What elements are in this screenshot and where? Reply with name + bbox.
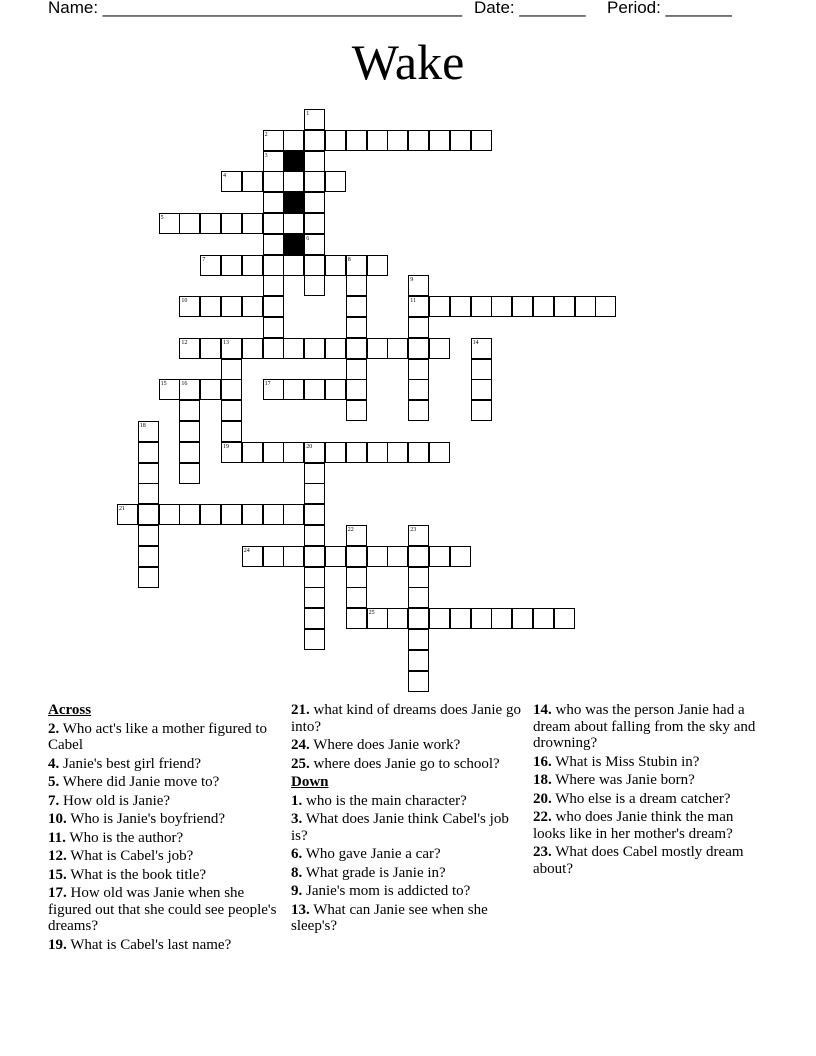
grid-cell[interactable] (367, 130, 388, 151)
grid-cell[interactable] (221, 359, 242, 380)
grid-cell[interactable] (346, 587, 367, 608)
grid-cell[interactable] (263, 255, 284, 276)
grid-cell[interactable] (408, 359, 429, 380)
grid-cell[interactable] (450, 546, 471, 567)
grid-cell[interactable] (304, 379, 325, 400)
grid-cell[interactable] (221, 379, 242, 400)
grid-cell[interactable] (200, 296, 221, 317)
grid-cell[interactable] (595, 296, 616, 317)
grid-cell[interactable] (471, 400, 492, 421)
grid-cell[interactable] (138, 442, 159, 463)
down-heading: Down (291, 774, 329, 790)
grid-cell[interactable] (283, 338, 304, 359)
grid-cell[interactable] (179, 463, 200, 484)
grid-cell[interactable] (429, 130, 450, 151)
grid-cell[interactable] (346, 296, 367, 317)
grid-cell[interactable] (325, 255, 346, 276)
grid-cell[interactable] (408, 650, 429, 671)
grid-cell[interactable] (221, 296, 242, 317)
black-cell (283, 234, 304, 255)
grid-cell[interactable] (408, 546, 429, 567)
grid-cell[interactable] (471, 379, 492, 400)
grid-cell[interactable] (304, 567, 325, 588)
grid-cell[interactable] (533, 608, 554, 629)
grid-cell[interactable] (325, 171, 346, 192)
clue-number-20: 20 (306, 443, 313, 450)
clue-number-12: 12 (181, 339, 188, 346)
grid-cell[interactable] (408, 379, 429, 400)
grid-cell[interactable] (263, 296, 284, 317)
grid-cell[interactable] (179, 400, 200, 421)
grid-cell[interactable] (429, 546, 450, 567)
clue-number-15: 15 (160, 381, 167, 388)
grid-cell[interactable] (283, 504, 304, 525)
clue-number-3: 3 (264, 152, 268, 159)
grid-cell[interactable] (283, 130, 304, 151)
clue-down-9: 9. Janie's mom is addicted to? (291, 883, 471, 899)
grid-cell[interactable] (304, 255, 325, 276)
grid-cell[interactable] (304, 151, 325, 172)
grid-cell[interactable] (138, 463, 159, 484)
clue-number-19: 19 (223, 443, 229, 450)
grid-cell[interactable] (179, 213, 200, 234)
grid-cell[interactable] (304, 338, 325, 359)
clue-across-10: 10. Who is Janie's boyfriend? (48, 811, 225, 827)
grid-cell[interactable] (450, 130, 471, 151)
clue-down-6: 6. Who gave Janie a car? (291, 846, 441, 862)
clue-across-5: 5. Where did Janie move to? (48, 774, 220, 790)
name-field-label: Name: ______________________________________ (48, 0, 463, 17)
grid-cell[interactable] (387, 546, 408, 567)
grid-cell[interactable] (221, 400, 242, 421)
grid-cell[interactable] (138, 567, 159, 588)
clue-down-8: 8. What grade is Janie in? (291, 864, 446, 881)
grid-cell[interactable] (346, 317, 367, 338)
clue-down-20: 20. Who else is a dream catcher? (533, 790, 731, 807)
clue-down-1: 1. who is the main character? (291, 792, 467, 809)
grid-cell[interactable] (429, 338, 450, 359)
grid-cell[interactable] (304, 629, 325, 650)
clue-number-14: 14 (472, 339, 479, 346)
grid-cell[interactable] (408, 671, 429, 692)
clue-down-13: 13. What can Janie see when she sleep's? (291, 901, 488, 934)
grid-cell[interactable] (408, 567, 429, 588)
clue-number-22: 22 (347, 527, 354, 533)
grid-cell[interactable] (283, 171, 304, 192)
clue-column-1 (48, 702, 280, 955)
clue-number-11: 11 (410, 298, 416, 305)
grid-cell[interactable] (263, 317, 284, 338)
grid-cell[interactable] (263, 192, 284, 213)
grid-cell[interactable] (346, 608, 367, 629)
grid-cell[interactable] (325, 546, 346, 567)
across-heading: Across (48, 702, 92, 718)
grid-cell[interactable] (491, 608, 512, 629)
grid-cell[interactable] (283, 546, 304, 567)
clue-number-5: 5 (160, 215, 164, 221)
grid-cell[interactable] (159, 504, 180, 525)
grid-cell[interactable] (429, 608, 450, 629)
grid-cell[interactable] (242, 171, 263, 192)
grid-cell[interactable] (367, 546, 388, 567)
grid-cell[interactable] (242, 255, 263, 276)
puzzle-title: Wake (351, 34, 465, 90)
grid-cell[interactable] (263, 442, 284, 463)
clue-across-24: 24. Where does Janie work? (291, 737, 461, 753)
grid-cell[interactable] (221, 255, 242, 276)
grid-cell[interactable] (179, 504, 200, 525)
grid-cell[interactable] (512, 608, 533, 629)
clue-number-2: 2 (264, 131, 268, 138)
period-field-label: Period: _______ (607, 0, 732, 17)
clue-down-14: 14. who was the person Janie had a dream about falling from the sky and drowning? (533, 702, 756, 751)
grid-cell[interactable] (429, 442, 450, 463)
grid-cell[interactable] (387, 130, 408, 151)
clue-across-4: 4. Janie's best girl friend? (48, 755, 202, 772)
grid-cell[interactable] (346, 338, 367, 359)
grid-cell[interactable] (221, 421, 242, 442)
grid-cell[interactable] (471, 359, 492, 380)
grid-cell[interactable] (408, 130, 429, 151)
grid-cell[interactable] (200, 379, 221, 400)
grid-cell[interactable] (387, 442, 408, 463)
clue-across-2: 2. Who act's like a mother figured to Cabel (48, 720, 268, 753)
grid-cell[interactable] (471, 608, 492, 629)
grid-cell[interactable] (408, 400, 429, 421)
grid-cell[interactable] (138, 483, 159, 504)
grid-cell[interactable] (554, 608, 575, 629)
grid-cell[interactable] (304, 608, 325, 629)
grid-cell[interactable] (283, 442, 304, 463)
grid-cell[interactable] (242, 442, 263, 463)
grid-cell[interactable] (346, 359, 367, 380)
grid-cell[interactable] (200, 338, 221, 359)
grid-cell[interactable] (304, 483, 325, 504)
clue-across-19: 19. What is Cabel's last name? (48, 936, 232, 953)
grid-cell[interactable] (304, 213, 325, 234)
grid-cell[interactable] (429, 296, 450, 317)
grid-cell[interactable] (283, 213, 304, 234)
clue-across-7: 7. How old is Janie? (48, 792, 171, 809)
grid-cell[interactable] (263, 213, 284, 234)
clue-down-18: 18. Where was Janie born? (533, 772, 695, 788)
clue-number-21: 21 (119, 506, 125, 513)
clue-number-8: 8 (347, 256, 351, 263)
grid-cell[interactable] (304, 525, 325, 546)
clue-number-17: 17 (264, 381, 271, 388)
grid-cell[interactable] (367, 442, 388, 463)
grid-cell[interactable] (387, 608, 408, 629)
grid-cell[interactable] (408, 317, 429, 338)
grid-cell[interactable] (367, 255, 388, 276)
grid-cell[interactable] (138, 525, 159, 546)
grid-cell[interactable] (325, 338, 346, 359)
grid-cell[interactable] (179, 421, 200, 442)
clue-number-7: 7 (202, 256, 206, 263)
clue-down-3: 3. What does Janie think Cabel's job is? (291, 811, 509, 844)
grid-cell[interactable] (304, 504, 325, 525)
grid-cell[interactable] (304, 130, 325, 151)
black-cell (283, 192, 304, 213)
clue-number-13: 13 (223, 339, 229, 346)
clue-down-16: 16. What is Miss Stubin in? (533, 753, 700, 770)
clue-number-16: 16 (181, 381, 188, 388)
grid-cell[interactable] (304, 275, 325, 296)
grid-cell[interactable] (221, 504, 242, 525)
grid-cell[interactable] (283, 379, 304, 400)
grid-cell[interactable] (138, 546, 159, 567)
grid-cell[interactable] (408, 629, 429, 650)
clue-across-12: 12. What is Cabel's job? (48, 848, 194, 864)
grid-cell[interactable] (408, 338, 429, 359)
grid-cell[interactable] (346, 275, 367, 296)
grid-cell[interactable] (554, 296, 575, 317)
grid-cell[interactable] (346, 379, 367, 400)
grid-cell[interactable] (304, 587, 325, 608)
grid-cell[interactable] (304, 463, 325, 484)
grid-cell[interactable] (450, 608, 471, 629)
grid-cell[interactable] (263, 338, 284, 359)
grid-cell[interactable] (263, 504, 284, 525)
grid-cell[interactable] (304, 546, 325, 567)
clue-number-23: 23 (410, 527, 417, 533)
grid-cell[interactable] (346, 130, 367, 151)
grid-cell[interactable] (575, 296, 596, 317)
grid-cell[interactable] (200, 213, 221, 234)
grid-cell[interactable] (408, 442, 429, 463)
grid-cell[interactable] (304, 171, 325, 192)
grid-cell[interactable] (346, 442, 367, 463)
grid-cell[interactable] (138, 504, 159, 525)
clue-column-3 (533, 702, 765, 879)
clue-down-23: 23. What does Cabel mostly dream about? (533, 844, 744, 877)
grid-cell[interactable] (387, 338, 408, 359)
grid-cell[interactable] (512, 296, 533, 317)
grid-cell[interactable] (325, 130, 346, 151)
grid-cell[interactable] (221, 213, 242, 234)
grid-cell[interactable] (263, 234, 284, 255)
grid-cell[interactable] (242, 296, 263, 317)
grid-cell[interactable] (367, 338, 388, 359)
grid-cell[interactable] (491, 296, 512, 317)
grid-cell[interactable] (408, 587, 429, 608)
clue-number-6: 6 (306, 235, 310, 242)
clue-number-10: 10 (181, 298, 188, 305)
grid-cell[interactable] (263, 171, 284, 192)
clue-number-25: 25 (368, 610, 375, 617)
clue-number-1: 1 (306, 111, 310, 117)
grid-cell[interactable] (346, 400, 367, 421)
clue-across-15: 15. What is the book title? (48, 866, 207, 883)
date-field-label: Date: _______ (474, 0, 586, 17)
grid-cell[interactable] (325, 442, 346, 463)
clue-down-22: 22. who does Janie think the man looks like in her mother's dream? (533, 809, 734, 842)
grid-cell[interactable] (408, 608, 429, 629)
grid-cell[interactable] (179, 442, 200, 463)
clue-column-2 (291, 702, 523, 937)
clue-number-24: 24 (243, 547, 250, 554)
grid-cell[interactable] (346, 546, 367, 567)
clue-number-4: 4 (223, 173, 226, 180)
grid-cell[interactable] (533, 296, 554, 317)
clue-across-11: 11. Who is the author? (48, 829, 184, 846)
grid-cell[interactable] (200, 504, 221, 525)
clue-across-17: 17. How old was Janie when she figured out that she could see people's dreams? (48, 885, 277, 934)
grid-cell[interactable] (263, 275, 284, 296)
grid-cell[interactable] (471, 130, 492, 151)
clue-across-25: 25. where does Janie go to school? (291, 755, 500, 772)
grid-cell[interactable] (263, 546, 284, 567)
clue-number-9: 9 (410, 277, 414, 284)
clue-number-18: 18 (139, 423, 146, 429)
grid-cell[interactable] (242, 504, 263, 525)
grid-cell[interactable] (242, 213, 263, 234)
grid-cell[interactable] (283, 255, 304, 276)
grid-cell[interactable] (471, 296, 492, 317)
grid-cell[interactable] (346, 567, 367, 588)
grid-cell[interactable] (450, 296, 471, 317)
grid-cell[interactable] (325, 379, 346, 400)
grid-cell[interactable] (242, 338, 263, 359)
clue-across-21: 21. what kind of dreams does Janie go into? (291, 702, 521, 735)
grid-cell[interactable] (304, 192, 325, 213)
black-cell (283, 151, 304, 172)
